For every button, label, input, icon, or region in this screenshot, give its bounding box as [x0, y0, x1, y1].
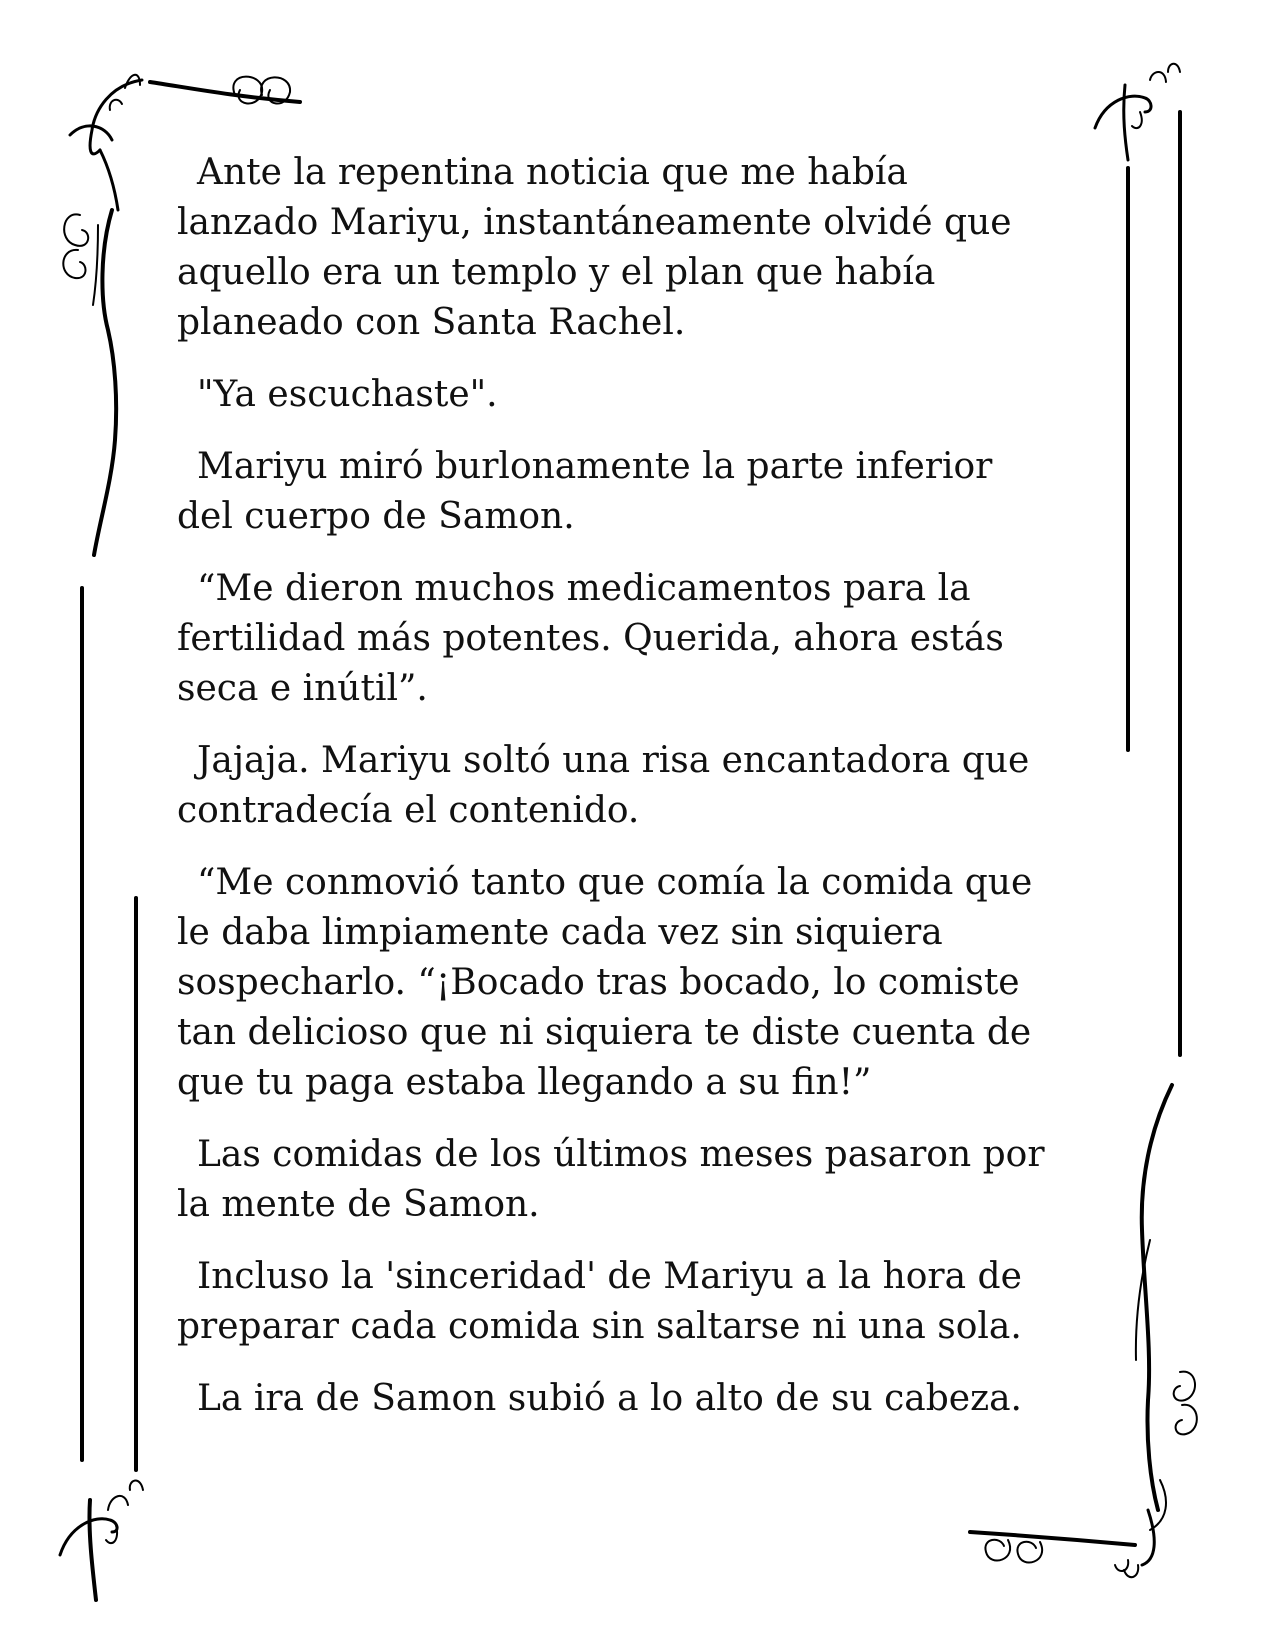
paragraph-5: Jajaja. Mariyu soltó una risa encantadora que contradecía el contenido. — [177, 740, 1030, 831]
page-text — [177, 148, 1077, 1446]
paragraph-6: “Me conmovió tanto que comía la comida que le daba limpiamente cada vez sin siquiera sospecharlo. “¡Bocado tras bocado, lo comiste tan delicioso que ni siquiera te diste cuenta de que tu paga estaba llegando a su fin!” — [177, 862, 1033, 1103]
paragraph-3: Mariyu miró burlonamente la parte inferior del cuerpo de Samon. — [177, 446, 993, 537]
paragraph-8: Incluso la 'sinceridad' de Mariyu a la hora de preparar cada comida sin saltarse ni una sola. — [177, 1256, 1022, 1347]
paragraph-9: La ira de Samon subió a lo alto de su cabeza. — [197, 1378, 1022, 1419]
corner-flourish-top-right — [1095, 64, 1180, 160]
corner-flourish-bottom-left — [60, 1481, 143, 1600]
paragraph-4: “Me dieron muchos medicamentos para la fertilidad más potentes. Querida, ahora estás seca e inútil”. — [177, 568, 1004, 709]
paragraph-2: "Ya escuchaste". — [197, 374, 498, 415]
paragraph-7: Las comidas de los últimos meses pasaron por la mente de Samon. — [177, 1134, 1045, 1225]
paragraph-1: Ante la repentina noticia que me había lanzado Mariyu, instantáneamente olvidé que aquello era un templo y el plan que había planeado con Santa Rachel. — [177, 152, 1012, 343]
